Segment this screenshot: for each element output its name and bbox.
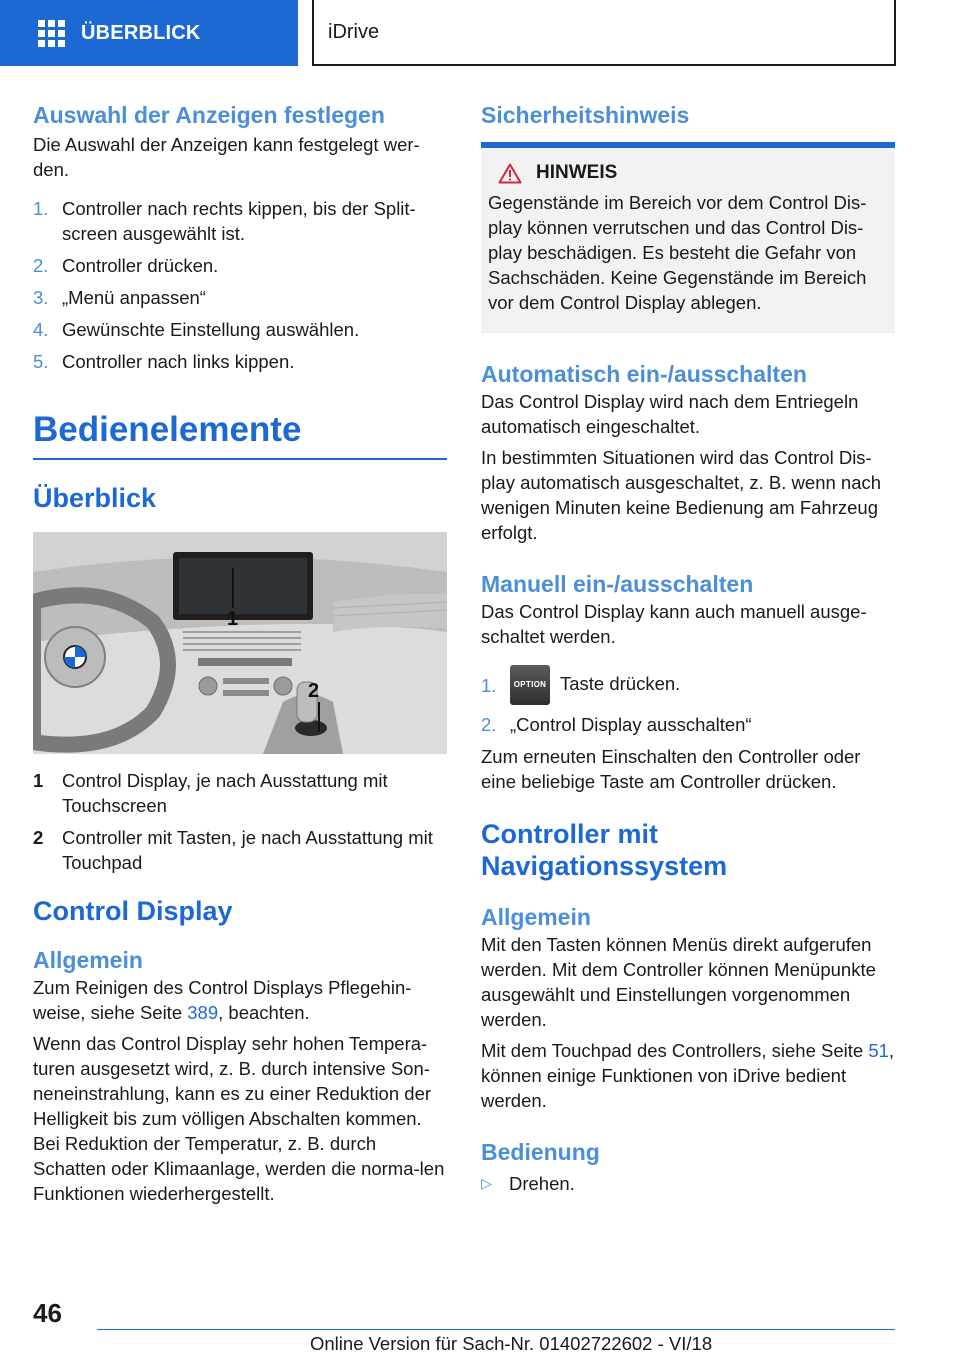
steps-auswahl (33, 196, 447, 374)
list-item (33, 317, 447, 342)
tab-idrive-label: iDrive (328, 20, 380, 43)
heading-allgemein-right: Allgemein (481, 904, 591, 930)
paragraph-reinigen (33, 975, 447, 1025)
legend-item (33, 825, 447, 875)
footer-rule (97, 1329, 895, 1330)
paragraph-manuell: Das Control Display kann auch manuell ausge-schaltet werden. (481, 601, 867, 647)
step-text: Controller nach links kippen. (62, 351, 295, 372)
step-number: 1. (33, 198, 49, 219)
step-number: 1. (481, 674, 497, 696)
option-button-icon: OPTION (510, 665, 550, 705)
notice-header (498, 162, 889, 184)
grid-menu-icon (38, 20, 65, 47)
paragraph-auswahl: Die Auswahl der Anzeigen kann festgelegt wer-den. (33, 134, 420, 180)
paragraph-auto-1: Das Control Display wird nach dem Entriegeln automatisch eingeschaltet. (481, 391, 859, 437)
left-column (33, 100, 447, 1206)
text-run: Zum Reinigen des Control Displays Pflegehin-weise, siehe Seite (33, 977, 412, 1023)
page-link-389[interactable]: 389 (187, 1002, 219, 1023)
text-run: , können einige Funktionen von iDrive bedient werden. (481, 1040, 895, 1111)
dashboard-illustration (33, 532, 447, 754)
legend-number: 1 (33, 770, 44, 791)
text-run: , beachten. (218, 1002, 310, 1023)
heading-ueberblick: Überblick (33, 483, 157, 513)
step-number: 2. (33, 255, 49, 276)
steps-manuell (481, 665, 895, 737)
step-text: „Control Display ausschalten“ (510, 714, 752, 735)
text-run: Mit dem Touchpad des Controllers, siehe Seite (481, 1040, 869, 1061)
list-item (33, 253, 447, 278)
heading-allgemein-left: Allgemein (33, 947, 143, 973)
bullet-text: Drehen. (509, 1173, 575, 1194)
legend-number: 2 (33, 827, 44, 848)
step-number: 2. (481, 714, 497, 735)
tab-ueberblick-label: ÜBERBLICK (81, 21, 201, 44)
heading-bedienelemente: Bedienelemente (33, 410, 302, 449)
list-item (481, 712, 895, 737)
step-text: Controller nach rechts kippen, bis der Split-screen ausgewählt ist. (62, 198, 416, 244)
bullet-item (481, 1171, 895, 1196)
list-item (33, 196, 447, 246)
warning-triangle-icon (498, 163, 522, 184)
photo-label-2: 2 (308, 680, 320, 702)
page-number: 46 (33, 1298, 62, 1328)
heading-automatisch: Automatisch ein-/ausschalten (481, 361, 807, 387)
page-link-51[interactable]: 51 (868, 1040, 889, 1061)
heading-rule (33, 458, 447, 460)
paragraph-auto-2: In bestimmten Situationen wird das Control Dis-play automatisch ausgeschaltet, z. B. wenn nach wenigen Minuten keine Bedienung am Fahrzeug erfolgt. (481, 447, 882, 543)
step-text (510, 665, 895, 705)
footer-online-version: Online Version für Sach-Nr. 01402722602 - VI/18 (310, 1333, 713, 1354)
list-item (481, 665, 895, 705)
tab-ueberblick[interactable] (0, 0, 298, 66)
notice-box (481, 142, 895, 333)
legend-text: Controller mit Tasten, je nach Ausstattung mit Touchpad (62, 827, 433, 873)
tab-idrive[interactable] (312, 0, 896, 66)
step-number: 3. (33, 287, 49, 308)
paragraph-temperatur: Wenn das Control Display sehr hohen Tempera-turen ausgesetzt wird, z. B. durch intensive Son-neneinstrahlung, kann es zu einer Reduktion der Helligkeit bis zum völligen Abschalten kommen. Bei Reduktion der Temperatur, z. B. durch Schatten oder Klimaanlage, werden die norma-len Funktionen wiederhergestellt. (33, 1033, 445, 1204)
heading-control-display: Control Display (33, 896, 233, 926)
step-text: Controller drücken. (62, 255, 219, 276)
step-text: „Menü anpassen“ (62, 287, 206, 308)
triangle-bullet-icon: ▷ (481, 1175, 492, 1191)
heading-bedienung: Bedienung (481, 1139, 600, 1165)
step-text-run: Taste drücken. (560, 672, 681, 694)
step-text: Gewünschte Einstellung auswählen. (62, 319, 360, 340)
notice-body (481, 148, 895, 333)
heading-manuell: Manuell ein-/ausschalten (481, 571, 754, 597)
step-number: 4. (33, 319, 49, 340)
photo-label-1: 1 (227, 608, 239, 630)
paragraph-allgemein-1: Mit den Tasten können Menüs direkt aufgerufen werden. Mit dem Controller können Menüpunkte ausgewählt und Einstellungen vorgenommen werden. (481, 934, 876, 1030)
legend-text: Control Display, je nach Ausstattung mit Touchscreen (62, 770, 388, 816)
heading-sicherheitshinweis: Sicherheitshinweis (481, 102, 690, 128)
dashboard-photo (33, 532, 447, 754)
step-number: 5. (33, 351, 49, 372)
legend-item (33, 768, 447, 818)
notice-title: HINWEIS (536, 162, 618, 183)
list-item (33, 349, 447, 374)
page-header (0, 0, 960, 66)
list-item (33, 285, 447, 310)
heading-auswahl: Auswahl der Anzeigen festlegen (33, 102, 385, 128)
heading-controller-navigation: Controller mit Navigationssystem (481, 819, 728, 881)
paragraph-allgemein-2 (481, 1038, 895, 1113)
right-column (481, 100, 895, 1196)
notice-text: Gegenstände im Bereich vor dem Control Dis-play können verrutschen und das Control Dis-play beschädigen. Es besteht die Gefahr von Sachschäden. Keine Gegenstände im Bereich vor dem Control Display ablegen. (488, 192, 867, 313)
paragraph-erneut: Zum erneuten Einschalten den Controller oder eine beliebige Taste am Controller drücken. (481, 746, 861, 792)
photo-legend (33, 768, 447, 875)
